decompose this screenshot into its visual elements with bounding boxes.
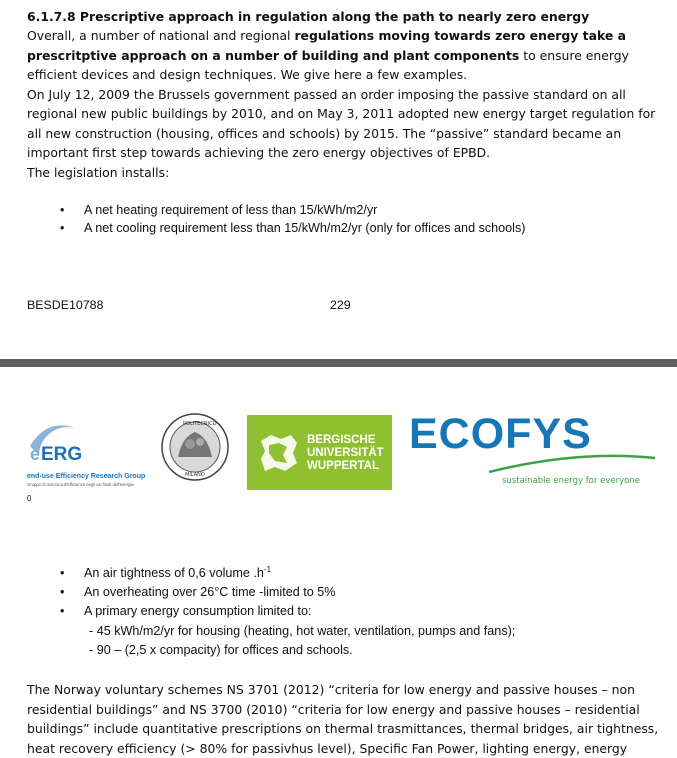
polimi-label: MILANO [185,472,205,478]
stray-mark: 0 [27,494,31,503]
erg-tagline: end-use Efficiency Research Group [27,473,145,480]
sub-item: - 45 kWh/m2/yr for housing (heating, hot water, ventilation, pumps and fans); [89,624,515,638]
erg-logo [27,416,152,488]
bullet-item [60,203,377,217]
brussels-line: On July 12, 2009 the Brussels government passed an order imposing the passive standard on all [27,85,626,105]
buw-name [307,434,384,473]
buw-logo [247,415,392,490]
ecofys-tagline: sustainable energy for everyone [502,476,640,486]
buw-line: BERGISCHE [307,434,384,447]
bullet-text: A net cooling requirement less than 15/kWh/m2/yr (only for offices and schools) [84,221,525,235]
brussels-line: important first step towards achieving the zero energy objectives of EPBD. [27,143,490,163]
polimi-ring-text: POLITECNICO [183,421,217,427]
intro-text: to ensure energy [519,48,629,63]
bullet-text: A primary energy consumption limited to: [84,604,312,618]
norway-line: residential buildings” and NS 3700 (2010) “criteria for low energy and passive houses – residential [27,700,640,720]
norway-line: heat recovery efficiency (> 80% for passivhus level), Specific Fan Power, lighting energy, energy [27,739,627,758]
intro-bold: prescritptive approach on a number of building and plant components [27,48,519,63]
bullet-item [60,585,335,599]
polimi-seal-logo [160,412,230,482]
erg-name: ERG [41,444,82,465]
bullet-icon: • [60,203,84,217]
brussels-line: all new construction (housing, offices and schools) by 2015. The “passive” standard became an [27,124,621,144]
bullet-item [60,604,312,618]
bullet-item [60,566,271,580]
bullet-icon: • [60,221,84,235]
erg-sub: Gruppo di ricerca sull'efficienza negli usi finali dell'energia [27,482,134,487]
svg-text:e: e [30,444,40,464]
intro-line-2 [27,46,629,66]
bullet-icon: • [60,604,84,618]
norway-line: buildings” include quantitative prescriptions on thermal trasmittances, thermal bridges, air tightness, [27,719,658,739]
section-heading: 6.1.7.8 Prescriptive approach in regulation along the path to nearly zero energy [27,9,589,24]
bullet-item [60,221,525,235]
norway-line: The Norway voluntary schemes NS 3701 (2012) “criteria for low energy and passive houses – non [27,680,635,700]
bullet-icon: • [60,585,84,599]
intro-text: Overall, a number of national and regional [27,28,294,43]
bullet-text: A net heating requirement of less than 15/kWh/m2/yr [84,203,377,217]
brussels-line: regional new public buildings by 2010, and on May 3, 2011 adopted new energy target regulation for [27,104,655,124]
buw-line: UNIVERSITÄT [307,447,384,460]
ecofys-swoosh [487,452,657,476]
bullet-text: An overheating over 26°C time -limited to 5% [84,585,335,599]
intro-line-3 [27,65,467,85]
intro-text: efficient devices and design techniques. We give here a few examples. [27,67,467,82]
intro-line-1 [27,26,626,46]
page-separator [0,359,677,367]
footer-code: BESDE10788 [27,298,103,312]
ecofys-logo: ECOFYS [409,410,592,459]
bullet-icon: • [60,566,84,580]
buw-line: WUPPERTAL [307,460,384,473]
brussels-line: The legislation installs: [27,163,169,183]
superscript: -1 [264,565,271,574]
bullet-text: An air tightness of 0,6 volume .h [84,566,264,580]
sub-item: - 90 – (2,5 x compacity) for offices and schools. [89,643,353,657]
footer-page-number: 229 [330,298,351,312]
intro-bold: regulations moving towards zero energy take a [294,28,626,43]
